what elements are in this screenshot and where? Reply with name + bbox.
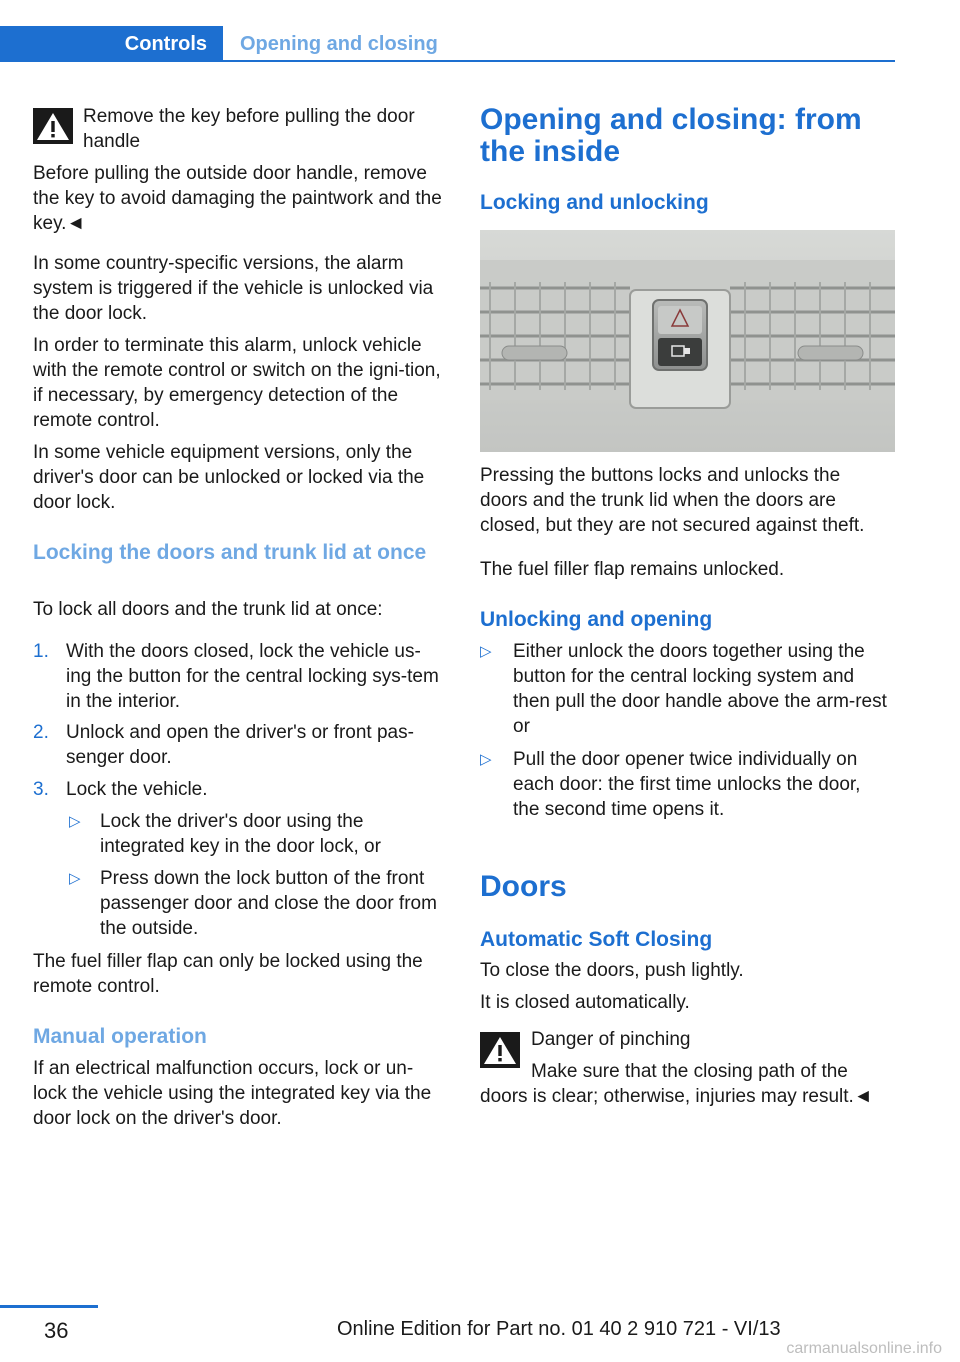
paragraph-lock-intro: To lock all doors and the trunk lid at once: — [33, 599, 383, 620]
step-text: Lock the vehicle. — [66, 779, 208, 800]
step-text: Unlock and open the driver's or front pas‐senger door. — [66, 722, 414, 768]
heading-doors: Doors — [480, 870, 567, 903]
section-tab: Controls — [0, 26, 223, 62]
step-number: 3. — [33, 779, 49, 800]
warning-title: Danger of pinching — [531, 1029, 691, 1050]
warning-title: Remove the key before pulling the door handle — [83, 106, 415, 152]
page-number: 36 — [44, 1318, 69, 1343]
header-rule — [223, 60, 895, 62]
heading-automatic-soft-closing: Automatic Soft Closing — [480, 928, 713, 951]
heading-manual-operation: Manual operation — [33, 1025, 207, 1048]
warning-body: Make sure that the closing path of the doors is clear; otherwise, injuries may result.◄ — [480, 1061, 873, 1107]
warning-triangle-icon — [33, 108, 73, 144]
step-number: 1. — [33, 641, 49, 662]
paragraph-fuel-flap: The fuel filler flap remains unlocked. — [480, 559, 785, 580]
paragraph-closed-automatically: It is closed automatically. — [480, 992, 690, 1013]
step-number: 2. — [33, 722, 49, 743]
paragraph-terminate-alarm: In order to terminate this alarm, unlock vehicle with the remote control or switch on the igni‐tion, if necessary, by emergency detection of the remote control. — [33, 335, 441, 431]
central-locking-button-image — [480, 230, 895, 452]
warning-body: Before pulling the outside door handle, remove the key to avoid damaging the paintwork and the key.◄ — [33, 163, 442, 234]
bullet-text: Pull the door opener twice individually on each door: the first time unlocks the door, the second time opens it. — [513, 749, 861, 820]
triangle-bullet-icon: ▷ — [69, 813, 81, 830]
substep-text: Lock the driver's door using the integrated key in the door lock, or — [100, 811, 381, 857]
step-text: With the doors closed, lock the vehicle us‐ing the button for the central locking sys‐tem in the interior. — [66, 641, 439, 712]
heading-locking-unlocking: Locking and unlocking — [480, 191, 709, 214]
watermark: carmanualsonline.info — [786, 1340, 942, 1357]
online-edition-note: Online Edition for Part no. 01 40 2 910 721 - VI/13 — [337, 1318, 781, 1340]
triangle-bullet-icon: ▷ — [69, 870, 81, 887]
bullet-text: Either unlock the doors together using the button for the central locking system and then pull the door handle above the arm‐rest or — [513, 641, 887, 737]
substep-text: Press down the lock button of the front passenger door and close the door from the outside. — [100, 868, 437, 939]
paragraph-manual: If an electrical malfunction occurs, lock or un‐lock the vehicle using the integrated key via the door lock on the driver's door. — [33, 1058, 432, 1129]
paragraph-push-lightly: To close the doors, push lightly. — [480, 960, 744, 981]
triangle-bullet-icon: ▷ — [480, 643, 492, 660]
paragraph-alarm: In some country-specific versions, the alarm system is triggered if the vehicle is unlocked via the door lock. — [33, 253, 434, 324]
heading-lock-at-once: Locking the doors and trunk lid at once — [33, 541, 427, 564]
heading-opening-closing-inside: Opening and closing: from the inside — [480, 103, 862, 168]
footer-rule — [0, 1305, 98, 1308]
paragraph-pressing-buttons: Pressing the buttons locks and unlocks the doors and the trunk lid when the doors are closed, but they are not secured against theft. — [480, 465, 865, 536]
subsection-title: Opening and closing — [240, 32, 438, 55]
paragraph-equipment: In some vehicle equipment versions, only the driver's door can be unlocked or locked via the door lock. — [33, 442, 425, 513]
triangle-bullet-icon: ▷ — [480, 751, 492, 768]
paragraph-fuel-remote: The fuel filler flap can only be locked using the remote control. — [33, 951, 423, 997]
heading-unlocking-opening: Unlocking and opening — [480, 608, 713, 631]
